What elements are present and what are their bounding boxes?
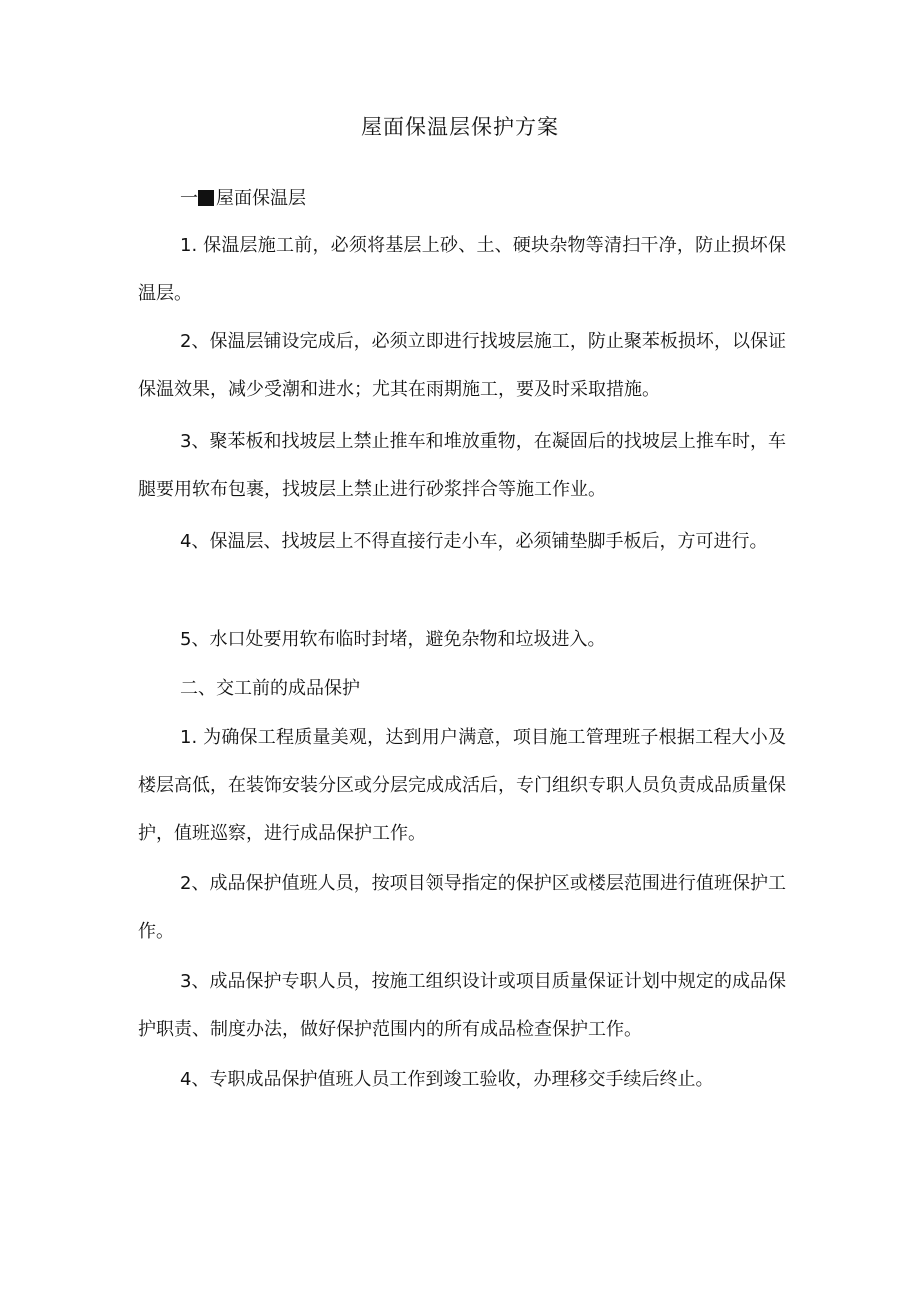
section-1-item-4: 4、保温层、找坡层上不得直接行走小车，必须铺垫脚手板后，方可进行。: [180, 531, 768, 552]
section-1-item-3: 3、聚苯板和找坡层上禁止推车和堆放重物，在凝固后的找坡层上推车时，车腿要用软布包裹，找坡层上禁止进行砂浆拌合等施工作业。: [138, 431, 786, 500]
section-1-item-5: 5、水口处要用软布临时封堵，避免杂物和垃圾进入。: [180, 629, 606, 650]
section-2-heading: 二、交工前的成品保护: [180, 678, 360, 699]
section-1-item-1: 1. 保温层施工前，必须将基层上砂、土、硬块杂物等清扫干净，防止损坏保温层。: [138, 235, 786, 304]
section-1-item-2: 2、保温层铺设完成后，必须立即进行找坡层施工，防止聚苯板损坏，以保证保温效果，减少受潮和进水；尤其在雨期施工，要及时采取措施。: [138, 331, 786, 400]
section-2-item-3: 3、成品保护专职人员，按施工组织设计或项目质量保证计划中规定的成品保护职责、制度办法，做好保护范围内的所有成品检查保护工作。: [138, 971, 786, 1040]
section-2-item-2: 2、成品保护值班人员，按项目领导指定的保护区或楼层范围进行值班保护工作。: [138, 873, 786, 942]
document-title: 屋面保温层保护方案: [361, 115, 559, 139]
section-1-number: 一: [180, 188, 198, 209]
section-2-item-1: 1. 为确保工程质量美观，达到用户满意，项目施工管理班子根据工程大小及楼层高低，在装饰安装分区或分层完成成活后，专门组织专职人员负责成品质量保护，值班巡察，进行成品保护工作。: [138, 727, 786, 844]
section-1-heading: [180, 186, 306, 212]
square-bullet-icon: [198, 190, 214, 206]
section-2-item-4: 4、专职成品保护值班人员工作到竣工验收，办理移交手续后终止。: [180, 1069, 714, 1090]
section-1-heading-text: 屋面保温层: [216, 188, 306, 209]
